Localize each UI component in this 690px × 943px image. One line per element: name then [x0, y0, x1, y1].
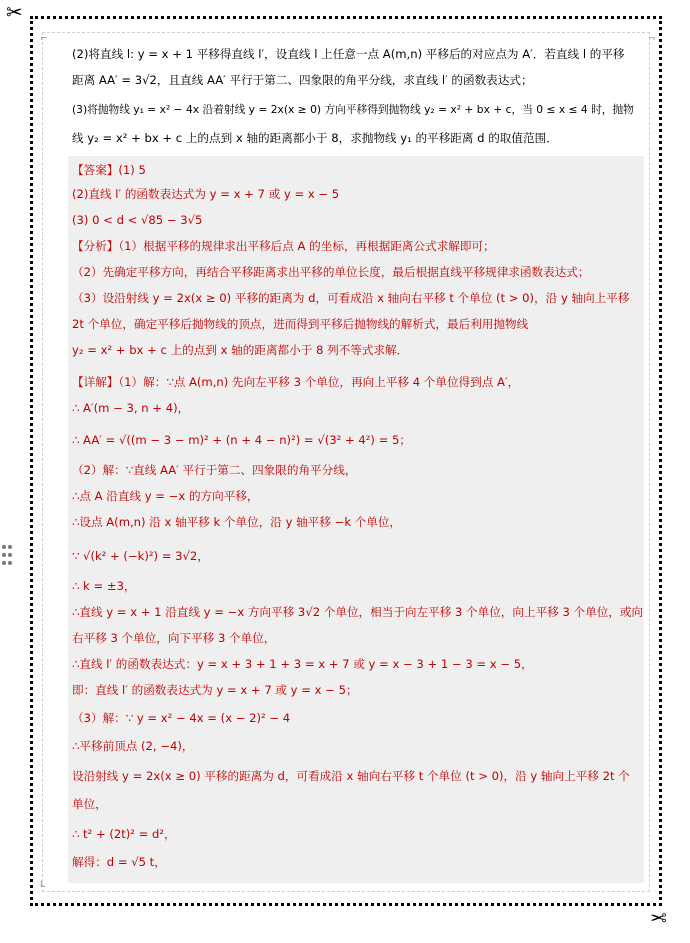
answer-line: (3) 0 < d < √85 − 3√5 — [72, 213, 203, 227]
solution-line: ∴设点 A(m,n) 沿 x 轴平移 k 个单位，沿 y 轴平移 −k 个单位， — [72, 515, 402, 529]
margin-corner-mark: ¬ — [648, 34, 656, 44]
scissors-icon: ✂ — [650, 906, 667, 930]
solution-line: ∴ A′(m − 3, n + 4)， — [72, 401, 190, 415]
solution-line: 解得：d = √5 t， — [72, 855, 166, 869]
solution-line: ∴直线 l′ 的函数表达式：y = x + 3 + 1 + 3 = x + 7 或 y = x − 3 + 1 − 3 = x − 5， — [72, 657, 533, 671]
answer-line: (2)直线 l′ 的函数表达式为 y = x + 7 或 y = x − 5 — [72, 187, 340, 201]
solution-line: ∴ t² + (2t)² = d²， — [72, 827, 176, 841]
answer-line: 【答案】(1) 5 — [72, 163, 146, 177]
solution-line: 【详解】（1）解：∵点 A(m,n) 先向左平移 3 个单位，再向上平移 4 个单位得到点 A′， — [72, 375, 520, 389]
question-line: 距离 AA′ = 3√2，且直线 AA′ 平行于第二、四象限的角平分线，求直线 l′ 的函数表达式； — [72, 73, 533, 87]
solution-line: （3）解：∵ y = x² − 4x = (x − 2)² − 4 — [72, 711, 291, 725]
analysis-line: y₂ = x² + bx + c 上的点到 x 轴的距离都小于 8 列不等式求解． — [72, 343, 409, 357]
solution-line: 右平移 3 个单位，向下平移 3 个单位， — [72, 631, 276, 645]
solution-line: ∴平移前顶点 (2, −4)， — [72, 739, 194, 753]
solution-line: ∴ k = ±3， — [72, 579, 136, 593]
drag-handle-icon[interactable] — [2, 545, 14, 573]
solution-line: 设沿射线 y = 2x(x ≥ 0) 平移的距离为 d，可看成沿 x 轴向右平移 t 个单位 (t > 0)，沿 y 轴向上平移 2t 个 — [72, 769, 630, 783]
scissors-icon: ✂ — [6, 0, 23, 24]
analysis-line: （3）设沿射线 y = 2x(x ≥ 0) 平移的距离为 d，可看成沿 x 轴向右平移 t 个单位 (t > 0)，沿 y 轴向上平移 — [72, 291, 630, 305]
solution-line: ∴直线 y = x + 1 沿直线 y = −x 方向平移 3√2 个单位，相当于向左平移 3 个单位，向上平移 3 个单位，或向 — [72, 605, 644, 619]
analysis-line: （2）先确定平移方向，再结合平移距离求出平移的单位长度，最后根据直线平移规律求函数表达式； — [72, 265, 590, 279]
margin-corner-mark: ⌐ — [40, 34, 48, 44]
question-line: 线 y₂ = x² + bx + c 上的点到 x 轴的距离都小于 8，求抛物线 y₁ 的平移距离 d 的取值范围． — [72, 131, 558, 145]
solution-line: 单位， — [72, 797, 107, 811]
analysis-line: 【分析】（1）根据平移的规律求出平移后点 A 的坐标，再根据距离公式求解即可； — [72, 239, 495, 253]
question-line: (2)将直线 l: y = x + 1 平移得直线 l′，设直线 l 上任意一点 A(m,n) 平移后的对应点为 A′．若直线 l 的平移 — [72, 47, 625, 61]
margin-corner-mark: L — [40, 880, 46, 890]
solution-line: ∵ √(k² + (−k)²) = 3√2， — [72, 549, 209, 563]
solution-line: ∴点 A 沿直线 y = −x 的方向平移， — [72, 489, 259, 503]
analysis-line: 2t 个单位，确定平移后抛物线的顶点，进而得到平移后抛物线的解析式，最后利用抛物线 — [72, 317, 529, 331]
question-line: (3)将抛物线 y₁ = x² − 4x 沿着射线 y = 2x(x ≥ 0) 方向平移得到抛物线 y₂ = x² + bx + c，当 0 ≤ x ≤ 4 时，抛物 — [72, 103, 634, 116]
solution-line: （2）解：∵直线 AA′ 平行于第二、四象限的角平分线， — [72, 463, 357, 477]
solution-line: 即：直线 l′ 的函数表达式为 y = x + 7 或 y = x − 5； — [72, 683, 358, 697]
solution-line: ∴ AA′ = √((m − 3 − m)² + (n + 4 − n)²) = √(3² + 4²) = 5； — [72, 433, 411, 447]
